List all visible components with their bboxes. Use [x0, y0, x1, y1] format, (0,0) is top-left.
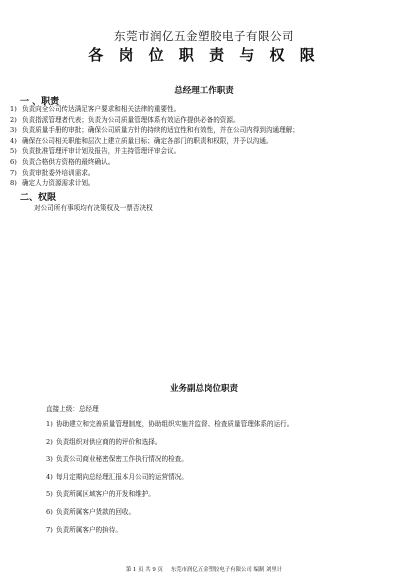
- list-item: [10, 125, 402, 136]
- list-item: [10, 115, 402, 126]
- item-text: 负责所属客户的拚待。: [56, 525, 122, 534]
- item-text: 负责指派管理者代表；负责为公司质量管理体系有效运作提供必备的资源。: [22, 115, 240, 124]
- gm-rights-text: 对公司所有事项均有决策权及一票否决权: [34, 204, 153, 212]
- vp-duties-list: [46, 416, 376, 539]
- item-number: 4): [10, 136, 17, 145]
- list-item: [10, 136, 402, 147]
- item-number: 8): [10, 179, 17, 188]
- list-item: [46, 451, 376, 469]
- item-number: 2): [46, 437, 53, 446]
- item-number: 4): [46, 472, 53, 481]
- item-text: 负责质量手册的审批；确保公司质量方针的持续的适宜性和有效性，并在公司内得到沟通理解；: [22, 126, 299, 135]
- item-text: 负责向全公司传达满足客户要求和相关法律的重要性。: [22, 105, 181, 113]
- list-item: [46, 504, 376, 522]
- item-text: 确保在公司相关职能和层次上建立质量目标；确定各部门的职责和权限，并予以沟通。: [22, 136, 273, 145]
- vp-superior: 直接上级：总经理: [46, 405, 99, 413]
- item-number: 1): [46, 420, 53, 428]
- footer-info: 东莞市润亿五金塑胶电子有限公司 编制 刘里计: [170, 567, 283, 573]
- list-item: [10, 178, 402, 189]
- list-item: [46, 434, 376, 452]
- item-text: 负责公司商业秘密保密工作执行情况的检查。: [56, 455, 188, 464]
- item-number: 3): [46, 455, 53, 464]
- list-item: [10, 168, 402, 179]
- page-number: 第 1 页 共 9 页: [125, 567, 163, 573]
- item-number: 1): [10, 105, 17, 113]
- list-item: [10, 157, 402, 168]
- item-number: 7): [10, 168, 17, 177]
- item-number: 7): [46, 525, 53, 534]
- item-text: 负责审批委外培训需求。: [22, 168, 95, 177]
- item-number: 2): [10, 115, 17, 124]
- list-item: [46, 469, 376, 487]
- list-item: [10, 104, 402, 115]
- item-number: 5): [46, 490, 53, 499]
- vp-section-title: 业务副总岗位职责: [169, 384, 238, 394]
- company-name: 东莞市润亿五金塑胶电子有限公司: [114, 29, 294, 43]
- item-number: 6): [46, 507, 53, 516]
- gm-duties-heading: 一 、职责: [20, 97, 60, 107]
- item-text: 协助建立和完善质量管理制度，协助组织实施并监督、检查质量管理体系的运行。: [56, 420, 294, 428]
- list-item: [46, 486, 376, 504]
- list-item: [46, 416, 376, 434]
- item-text: 负责所属客户货款的回收。: [56, 507, 136, 516]
- item-text: 每月定期向总经理汇报本月公司的运营情况。: [56, 472, 188, 481]
- item-text: 负责所属区域客户的开发和维护。: [56, 490, 155, 499]
- item-number: 6): [10, 157, 17, 166]
- gm-section-title: 总经理工作职责: [174, 86, 234, 96]
- item-number: 3): [10, 126, 17, 135]
- gm-rights-heading: 二、权限: [20, 193, 57, 203]
- item-text: 负责组织对供应商的的评价和选择。: [56, 437, 162, 446]
- document-title: 各 岗 位 职 责 与 权 限: [88, 46, 320, 64]
- item-text: 负责合格供方资格的最终确认。: [22, 157, 115, 166]
- item-text: 负责批准管理评审计划及报告，并主持管理评审会议。: [22, 147, 181, 156]
- list-item: [10, 146, 402, 157]
- item-text: 确定人力资源需求计划。: [22, 179, 95, 188]
- list-item: [46, 522, 376, 540]
- gm-duties-list: [10, 104, 402, 189]
- page-footer: [0, 565, 408, 573]
- item-number: 5): [10, 147, 17, 156]
